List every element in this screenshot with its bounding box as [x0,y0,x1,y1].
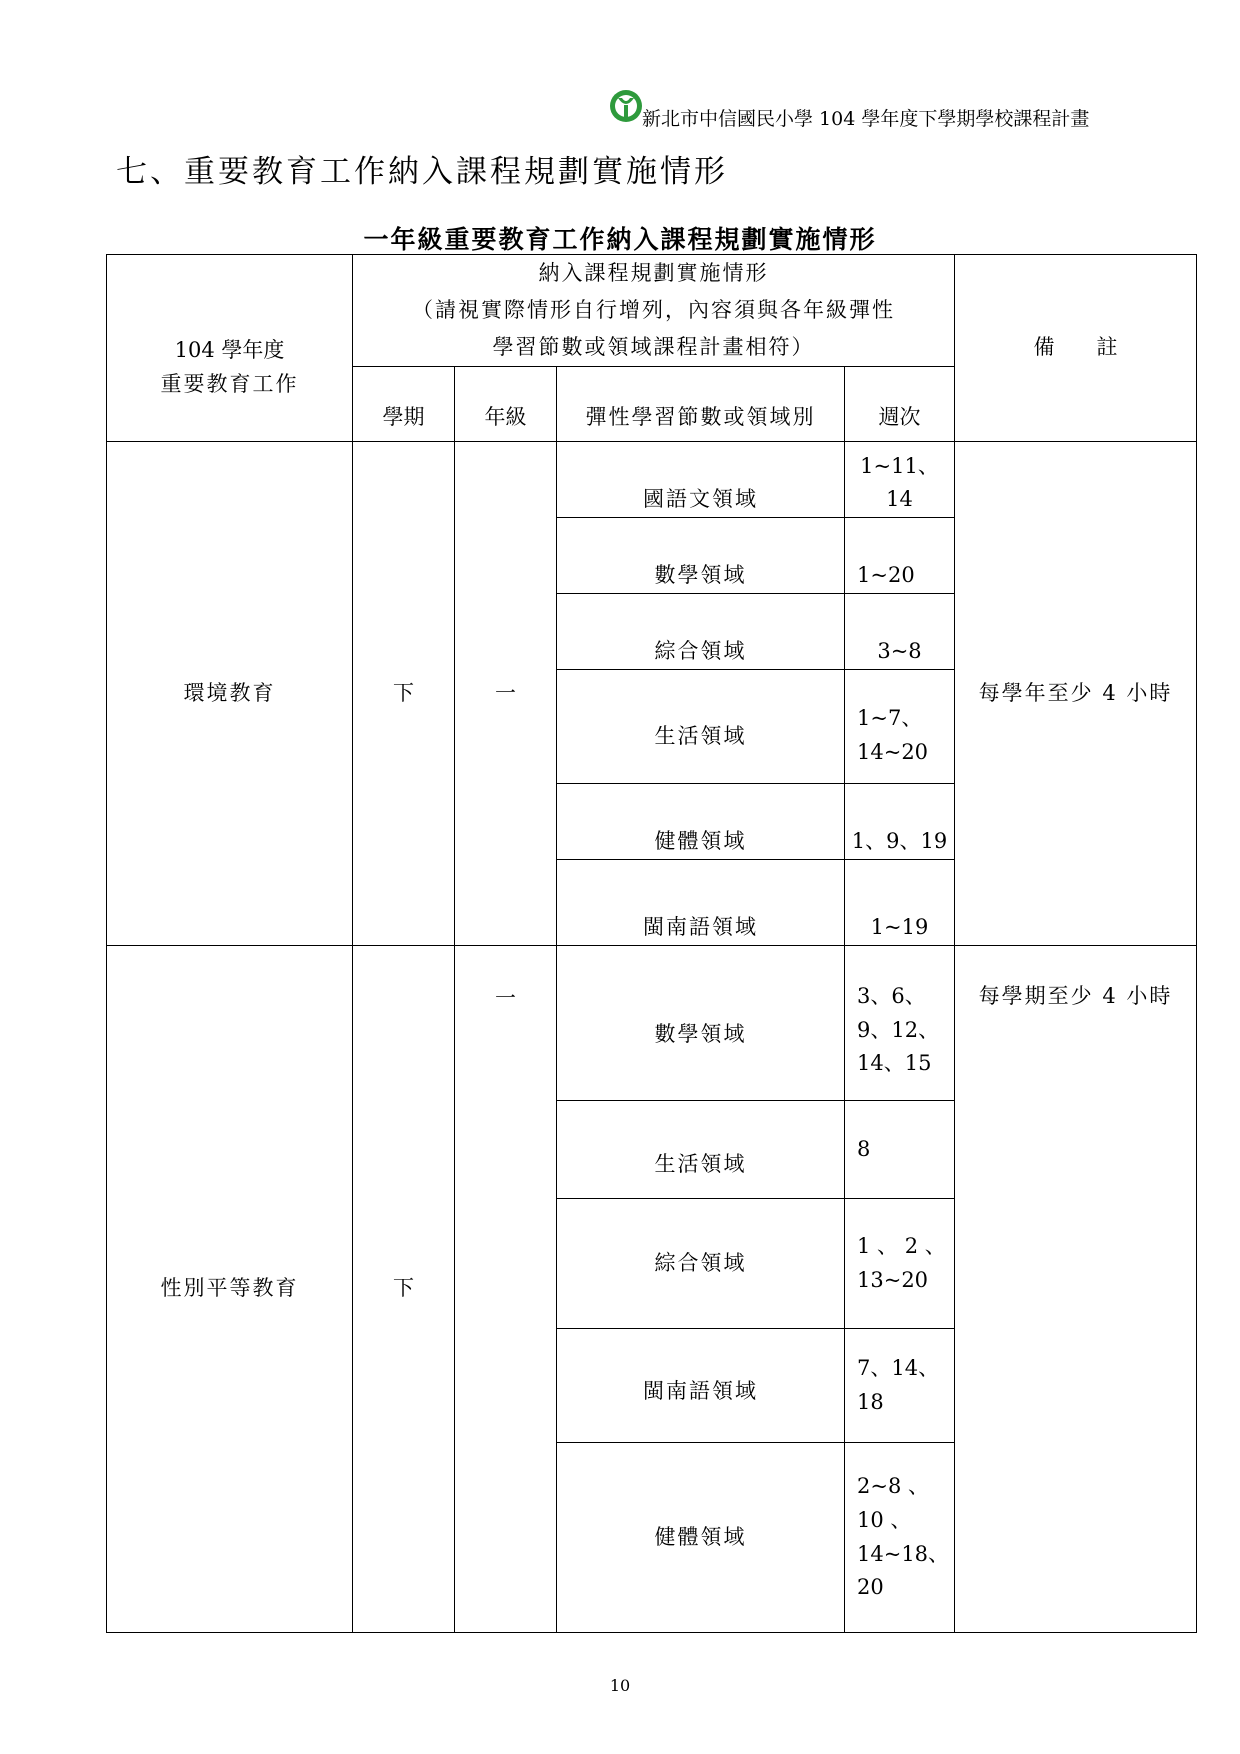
header-weeks: 週次 [845,367,955,442]
table-row [107,442,1197,518]
weeks-cell: 2~8 、10 、14~18、20 [845,1443,955,1633]
header-row-1 [107,255,1197,367]
header-text: 新北市中信國民小學 104 學年度下學期學校課程計畫 [642,108,1090,130]
header-domain: 彈性學習節數或領域別 [557,367,845,442]
domain-cell: 健體領域 [557,1443,845,1633]
weeks-cell: 3~8 [845,594,955,670]
weeks-cell: 1、9、19 [845,784,955,860]
grade-cell: 一 [455,442,557,946]
domain-cell: 國語文領域 [557,442,845,518]
work-cell: 環境教育 [107,442,353,946]
domain-cell: 健體領域 [557,784,845,860]
weeks-cell: 1~7、14~20 [845,670,955,784]
domain-cell: 數學領域 [557,518,845,594]
weeks-cell: 1~11、14 [845,442,955,518]
header-plan-line1: 納入課程規劃實施情形 [538,261,769,286]
remark-cell: 每學期至少 4 小時 [955,946,1197,1633]
weeks-cell: 8 [845,1101,955,1199]
header-semester: 學期 [353,367,455,442]
domain-cell: 閩南語領域 [557,860,845,946]
header-work-line1: 104 學年度 [174,338,285,363]
weeks-cell: 1 、 2 、13~20 [845,1199,955,1329]
section-title: 七、重要教育工作納入課程規劃實施情形 [116,154,728,190]
domain-cell: 數學領域 [557,946,845,1101]
header-plan-line3: 學習節數或領域課程計畫相符） [492,334,815,359]
weeks-cell: 1~19 [845,860,955,946]
curriculum-table [106,254,1197,1633]
domain-cell: 綜合領域 [557,1199,845,1329]
header-plan-line2: （請視實際情形自行增列，內容須與各年級彈性 [412,298,895,323]
semester-cell: 下 [353,946,455,1633]
weeks-cell: 1~20 [845,518,955,594]
grade-cell: 一 [455,946,557,1633]
header-work-cell [107,255,353,442]
work-cell: 性別平等教育 [107,946,353,1633]
table-title: 一年級重要教育工作納入課程規劃實施情形 [363,225,877,254]
header-grade: 年級 [455,367,557,442]
weeks-cell: 7、14、18 [845,1329,955,1443]
school-logo-icon [606,88,646,124]
domain-cell: 生活領域 [557,1101,845,1199]
domain-cell: 生活領域 [557,670,845,784]
header-plan-cell [353,255,955,367]
header-work-line2: 重要教育工作 [160,372,299,396]
page-number: 10 [609,1676,631,1695]
weeks-cell: 3、6、9、12、14、15 [845,946,955,1101]
domain-cell: 綜合領域 [557,594,845,670]
page-header [606,88,1126,128]
domain-cell: 閩南語領域 [557,1329,845,1443]
header-remarks: 備 註 [955,255,1197,442]
semester-cell: 下 [353,442,455,946]
remark-cell: 每學年至少 4 小時 [955,442,1197,946]
table-row [107,946,1197,1101]
